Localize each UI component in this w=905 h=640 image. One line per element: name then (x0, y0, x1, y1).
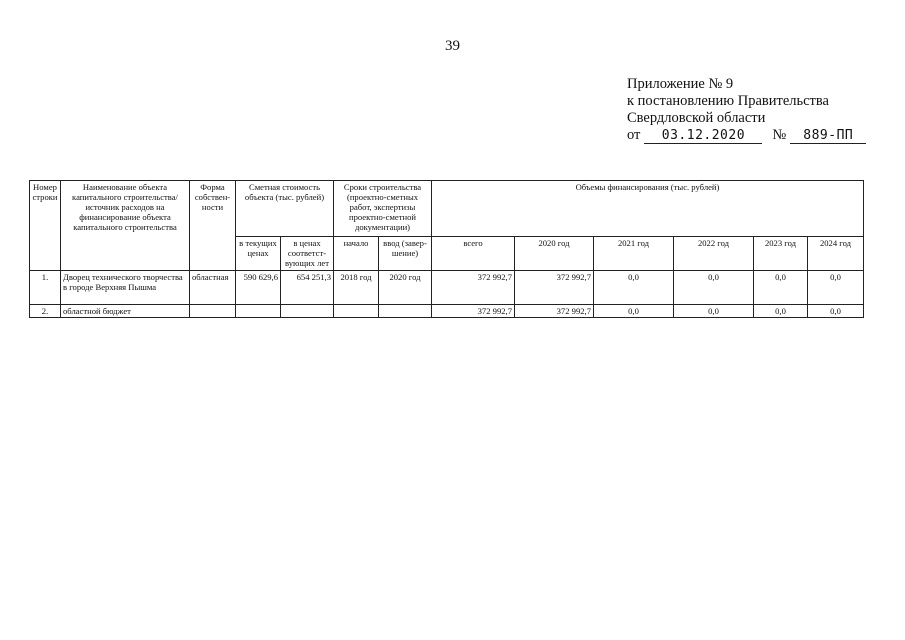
cell-ownership (190, 305, 236, 318)
header-estimated-cost: Сметная стоимость объекта (тыс. рублей) (236, 181, 334, 237)
cell-end (379, 305, 432, 318)
cell-2023: 0,0 (754, 305, 808, 318)
cell-2022: 0,0 (674, 305, 754, 318)
cell-name: областной бюджет (61, 305, 190, 318)
cell-start: 2018 год (334, 271, 379, 305)
header-financing: Объемы финансирования (тыс. рублей) (432, 181, 864, 237)
cell-2024: 0,0 (808, 271, 864, 305)
cell-total: 372 992,7 (432, 305, 515, 318)
header-corresponding-prices: в ценах соответст-вующих лет (281, 237, 334, 271)
cell-num: 2. (30, 305, 61, 318)
table-row (30, 271, 864, 305)
cell-cost-current: 590 629,6 (236, 271, 281, 305)
cell-ownership: областная (190, 271, 236, 305)
header-2021: 2021 год (594, 237, 674, 271)
header-start: начало (334, 237, 379, 271)
header-commissioning: ввод (завер-шение) (379, 237, 432, 271)
header-2023: 2023 год (754, 237, 808, 271)
header-ownership: Форма собствен-ности (190, 181, 236, 271)
decree-date-number (627, 127, 866, 144)
cell-2021: 0,0 (594, 305, 674, 318)
cell-start (334, 305, 379, 318)
header-object-name: Наименование объекта капитального строительства/ источник расходов на финансирование объекта капитального строительства (61, 181, 190, 271)
table-row (30, 305, 864, 318)
cell-num: 1. (30, 271, 61, 305)
from-label: от (627, 127, 641, 143)
header-2020: 2020 год (515, 237, 594, 271)
number-label: № (772, 127, 787, 143)
financing-table (29, 180, 864, 318)
header-terms: Сроки строительства (проектно-сметных работ, экспертизы проектно-сметной документации) (334, 181, 432, 237)
cell-2023: 0,0 (754, 271, 808, 305)
appendix-region-line: Свердловской области (627, 110, 766, 126)
header-2022: 2022 год (674, 237, 754, 271)
cell-cost-current (236, 305, 281, 318)
cell-total: 372 992,7 (432, 271, 515, 305)
cell-2020: 372 992,7 (515, 271, 594, 305)
table-header-row (30, 181, 864, 237)
decree-date: 03.12.2020 (644, 129, 762, 144)
header-current-prices: в текущих ценах (236, 237, 281, 271)
cell-cost-years (281, 305, 334, 318)
page-number: 39 (445, 38, 460, 54)
cell-cost-years: 654 251,3 (281, 271, 334, 305)
cell-name: Дворец технического творчества в городе Верхняя Пышма (61, 271, 190, 305)
cell-2022: 0,0 (674, 271, 754, 305)
appendix-title: Приложение № 9 (627, 76, 734, 92)
appendix-block (627, 76, 866, 144)
cell-end: 2020 год (379, 271, 432, 305)
header-row-number: Номер строки (30, 181, 61, 271)
header-2024: 2024 год (808, 237, 864, 271)
cell-2021: 0,0 (594, 271, 674, 305)
cell-2020: 372 992,7 (515, 305, 594, 318)
header-total: всего (432, 237, 515, 271)
cell-2024: 0,0 (808, 305, 864, 318)
decree-number: 889-ПП (790, 129, 866, 144)
appendix-decree-line: к постановлению Правительства (627, 93, 829, 109)
